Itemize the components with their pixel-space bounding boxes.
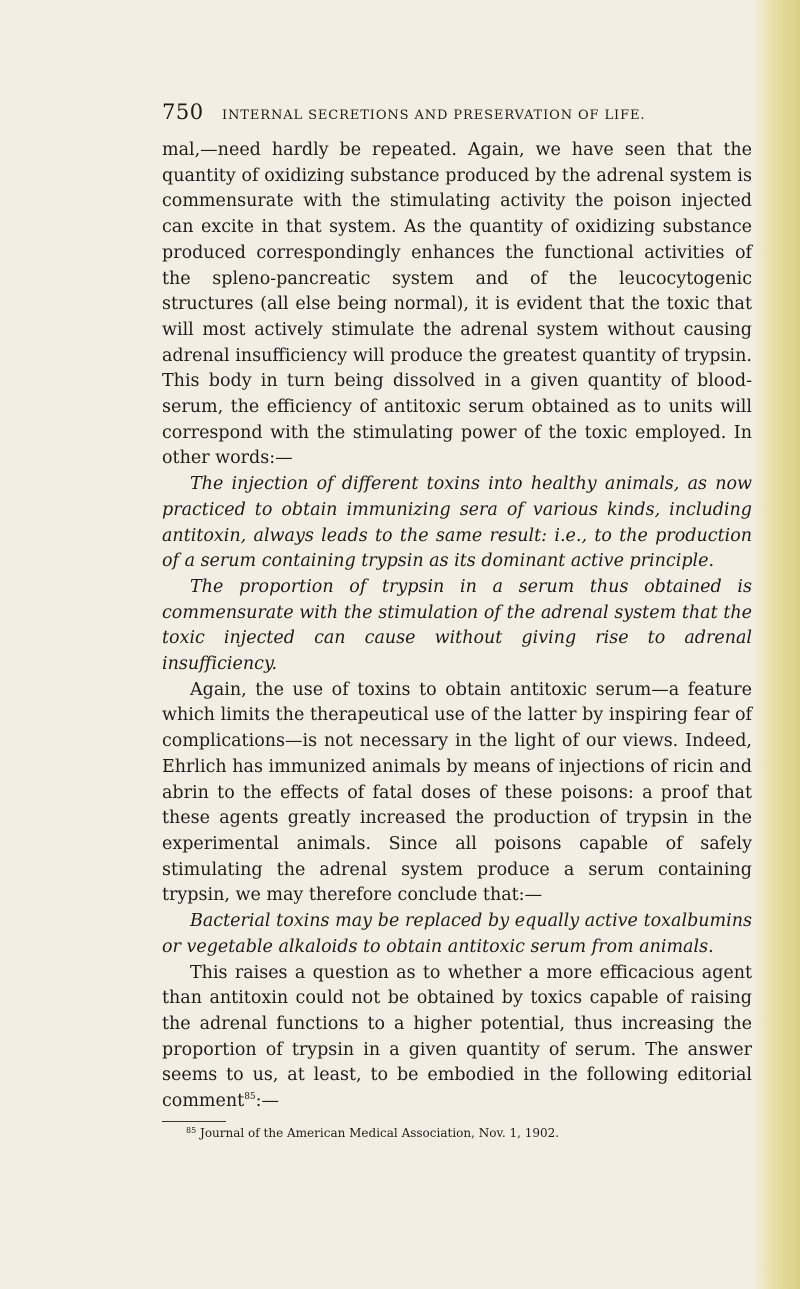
paragraph-continuation: mal,—need hardly be repeated. Again, we have seen that the quantity of oxidizing substance produced by the adrenal system is commensurate with the stimulating activity the poison injected can excite in that system. As the quantity of oxidizing substance produced correspondingly enhances the functional activities of the spleno-pancreatic system and of the leucocytogenic structures (all else being normal), it is evident that the toxic that will most actively stimulate the adrenal system without causing adrenal insufficiency will produce the greatest quantity of trypsin. This body in turn being dissolved in a given quantity of blood-serum, the efficiency of antitoxic serum obtained as to units will correspond with the stimulating power of the toxic employed. In other words:— xyxy=(162,140,752,469)
italic-thesis-2: The proportion of trypsin in a serum thus obtained is commensurate with the stimulation of the adrenal system that the toxic injected can cause without giving rise to adrenal insufficiency. xyxy=(162,576,752,675)
footnote xyxy=(162,1126,752,1140)
paragraph-toxins: Again, the use of toxins to obtain antitoxic serum—a feature which limits the therapeutical use of the latter by inspiring fear of complications—is not necessary in the light of our views. Indeed, Ehrlich has immunized animals by means of injections of ricin and abrin to the effects of fatal doses of these poisons: a proof that these agents greatly increased the production of trypsin in the experimental animals. Since all poisons capable of safely stimulating the adrenal system produce a serum containing trypsin, we may therefore conclude that:— xyxy=(162,679,752,906)
paragraph-question xyxy=(162,961,752,1115)
italic-thesis-3: Bacterial toxins may be replaced by equally active toxalbumins or vegetable alkaloids to obtain antitoxic serum from animals. xyxy=(162,911,752,957)
footnote-text: Journal of the American Medical Association, Nov. 1, 1902. xyxy=(200,1125,560,1140)
italic-thesis-1: The injection of different toxins into healthy animals, as now practiced to obtain immunizing sera of various kinds, including antitoxin, always leads to the same result: i.e., to the production of a serum containing trypsin as its dominant active principle. xyxy=(162,474,752,572)
page-edge-shading xyxy=(752,0,800,1289)
paragraph-question-text: This raises a question as to whether a more efficacious agent than antitoxin could not be obtained by toxics capable of raising the adrenal functions to a higher potential, thus increasing the proportion of trypsin in a given quantity of serum. The answer seems to us, at least, to be embodied in the following editorial comment xyxy=(162,962,752,1112)
paragraph-question-end: :— xyxy=(255,1091,280,1112)
footnote-divider xyxy=(162,1121,226,1122)
page-body xyxy=(162,138,752,1115)
page-header xyxy=(162,100,752,134)
running-title: INTERNAL SECRETIONS AND PRESERVATION OF LIFE. xyxy=(222,108,646,123)
footnote-marker: 85 xyxy=(186,1125,197,1135)
page-number: 750 xyxy=(162,100,204,124)
book-page xyxy=(162,100,752,1140)
footnote-reference: 85 xyxy=(244,1092,256,1103)
